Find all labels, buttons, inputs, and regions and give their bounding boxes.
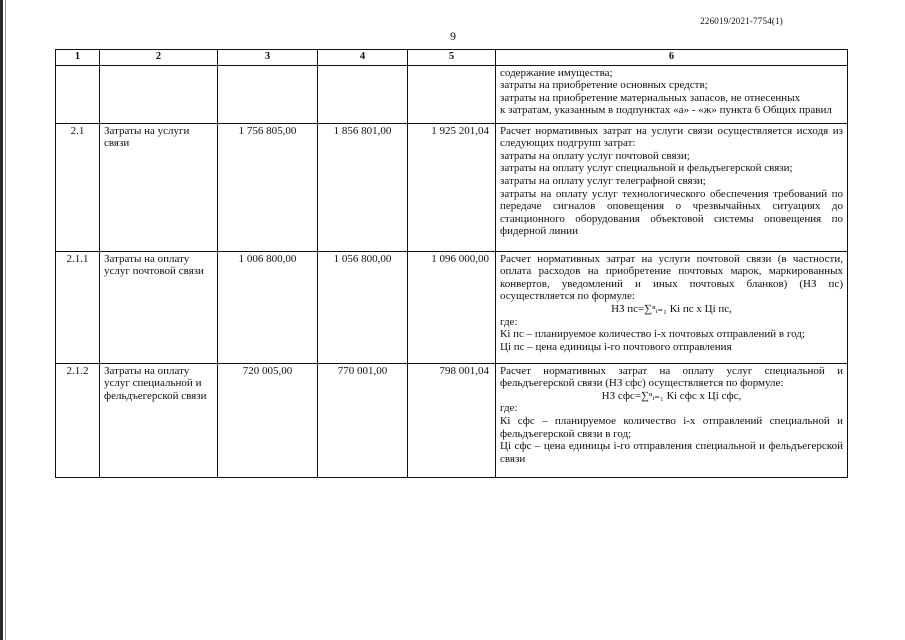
description-line: затраты на оплату услуг почтовой связи;: [500, 149, 690, 162]
description-cell: [496, 363, 848, 477]
value-cell: 798 001,04: [408, 363, 496, 477]
column-header: 2: [100, 50, 218, 66]
description-line: Кi пс – планируемое количество i-х почтовых отправлений в год;: [500, 328, 805, 341]
description-line: затраты на оплату услуг телеграфной связи;: [500, 174, 706, 187]
value-cell: 720 005,00: [218, 363, 318, 477]
scan-border-left: [0, 0, 3, 640]
description-line: Цi пс – цена единицы i-го почтового отправления: [500, 340, 732, 353]
value-cell: [318, 65, 408, 123]
cost-table: [55, 49, 848, 478]
where-label: где:: [500, 402, 518, 415]
table-row: [56, 363, 848, 477]
formula: НЗ сфс=∑ⁿᵢ₌₁ Кi сфс x Цi сфс,: [601, 389, 742, 402]
description-line: затраты на приобретение основных средств;: [500, 79, 708, 92]
value-cell: [408, 65, 496, 123]
description-line: Расчет нормативных затрат на услуги связи осуществляется исходя из следующих подгрупп затрат:: [500, 124, 843, 150]
value-cell: 1 006 800,00: [218, 251, 318, 363]
description-cell: [496, 123, 848, 251]
row-number-cell: 2.1.1: [56, 251, 100, 363]
description-line: содержание имущества;: [500, 66, 613, 79]
description-line: Цi сфс – цена единицы i-го отправления специальной и фельдъегерской связи: [500, 440, 843, 465]
column-header: 6: [496, 50, 848, 66]
column-header: 3: [218, 50, 318, 66]
value-cell: 1 756 805,00: [218, 123, 318, 251]
where-label: где:: [500, 315, 518, 328]
value-cell: 770 001,00: [318, 363, 408, 477]
description-line: к затратам, указанным в подпунктах «а» - «ж» пункта 6 Общих правил: [500, 104, 832, 117]
value-cell: 1 856 801,00: [318, 123, 408, 251]
value-cell: [218, 65, 318, 123]
table-row: [56, 251, 848, 363]
description-cell: [496, 65, 848, 123]
table-row: [56, 123, 848, 251]
row-number-cell: [56, 65, 100, 123]
row-name-cell: [100, 65, 218, 123]
table-row: [56, 65, 848, 123]
row-number-cell: 2.1: [56, 123, 100, 251]
row-name-cell: Затраты на услуги связи: [100, 123, 218, 251]
row-name-cell: Затраты на оплату услуг специальной и фельдъегерской связи: [100, 363, 218, 477]
description-intro: Расчет нормативных затрат на оплату услуг специальной и фельдъегерской связи (НЗ сфс) осуществляется по формуле:: [500, 364, 843, 390]
table-header-row: [56, 50, 848, 66]
document-number: 226019/2021-7754(1): [700, 16, 783, 26]
row-number-cell: 2.1.2: [56, 363, 100, 477]
description-line: затраты на оплату услуг специальной и фельдъегерской связи;: [500, 162, 793, 175]
page-number: 9: [450, 29, 456, 43]
column-header: 5: [408, 50, 496, 66]
value-cell: 1 096 000,00: [408, 251, 496, 363]
description-line: Кi сфс – планируемое количество i-х отправлений специальной и фельдъегерской связи в год;: [500, 414, 843, 440]
description-line: затраты на оплату услуг технологического обеспечения требований по передаче сигналов оповещения о чрезвычайных ситуациях до станционного оборудования объектовой системы оповещения по фидерной линии: [500, 187, 843, 238]
description-cell: [496, 251, 848, 363]
column-header: 4: [318, 50, 408, 66]
scan-border-line: [5, 0, 6, 640]
row-name-cell: Затраты на оплату услуг почтовой связи: [100, 251, 218, 363]
description-line: затраты на приобретение материальных запасов, не отнесенных: [500, 91, 801, 104]
value-cell: 1 056 800,00: [318, 251, 408, 363]
formula: НЗ пс=∑ⁿᵢ₌₁ Кi пс x Цi пс,: [611, 302, 732, 315]
value-cell: 1 925 201,04: [408, 123, 496, 251]
column-header: 1: [56, 50, 100, 66]
description-intro: Расчет нормативных затрат на услуги почтовой связи (в частности, оплата расходов на приобретение почтовых марок, маркированных конвертов, уведомлений и иных почтовых бланков) (НЗ пс) осуществляется по формуле:: [500, 252, 843, 303]
